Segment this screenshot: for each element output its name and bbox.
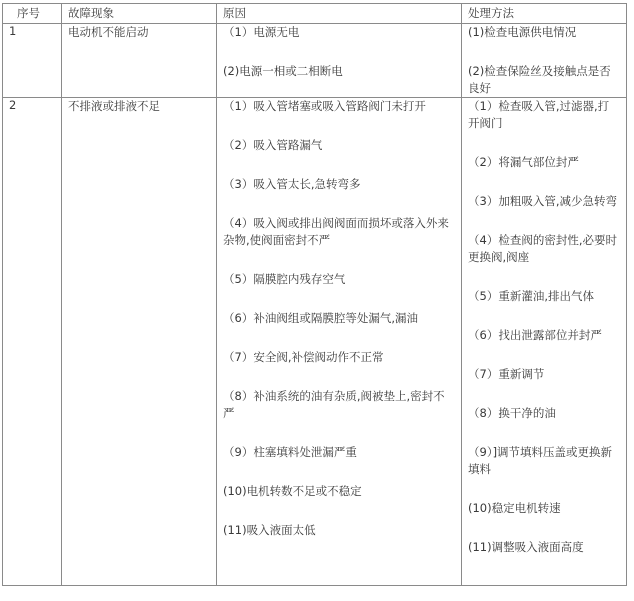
remedy-item: （6）找出泄露部位并封严 (468, 328, 602, 342)
symptom-cell: 电动机不能启动 (62, 24, 217, 98)
remedy-item: (11)调整吸入液面高度 (468, 540, 584, 554)
cause-item: (11)吸入液面太低 (223, 523, 316, 537)
remedy-item: （4）检查阀的密封性,必要时更换阀,阀座 (468, 233, 617, 264)
cause-item: （9）柱塞填料处泄漏严重 (223, 445, 357, 459)
cause-item: (10)电机转数不足或不稳定 (223, 484, 362, 498)
cause-item: （4）吸入阀或排出阀阀面而损坏或落入外来杂物,使阀面密封不严 (223, 216, 449, 247)
remedy-item: （2）将漏气部位封严 (468, 155, 579, 169)
remedy-item: （8）换干净的油 (468, 406, 556, 420)
cause-item: （8）补油系统的油有杂质,阀被垫上,密封不严 (223, 389, 445, 420)
fault-table (2, 3, 627, 586)
cause-item: （1）电源无电 (223, 25, 300, 39)
cause-item: （7）安全阀,补偿阀动作不正常 (223, 350, 384, 364)
header-row (3, 4, 627, 24)
remedy-item: (2)检查保险丝及接触点是否良好 (468, 64, 611, 95)
row-number: 1 (3, 24, 62, 98)
remedy-cell (462, 24, 627, 98)
remedy-item: (1)检查电源供电情况 (468, 25, 577, 39)
remedy-item: （1）检查吸入管,过滤器,打开阀门 (468, 99, 610, 130)
table-row (3, 98, 627, 586)
cause-cell (217, 98, 462, 586)
cause-item: (2)电源一相或二相断电 (223, 64, 343, 78)
header-cause: 原因 (217, 4, 462, 24)
remedy-item: (10)稳定电机转速 (468, 501, 561, 515)
cause-item: （6）补油阀组或隔膜腔等处漏气,漏油 (223, 311, 418, 325)
table-row (3, 24, 627, 98)
cause-item: （3）吸入管太长,急转弯多 (223, 177, 361, 191)
header-no: 序号 (3, 4, 62, 24)
remedy-item: （3）加粗吸入管,减少急转弯 (468, 194, 617, 208)
cause-item: （2）吸入管路漏气 (223, 138, 323, 152)
cause-cell (217, 24, 462, 98)
header-remedy: 处理方法 (462, 4, 627, 24)
remedy-item: （7）重新调节 (468, 367, 545, 381)
symptom-cell: 不排液或排液不足 (62, 98, 217, 586)
row-number: 2 (3, 98, 62, 586)
remedy-item: （5）重新灌油,排出气体 (468, 289, 594, 303)
remedy-item: （9）]调节填料压盖或更换新填料 (468, 445, 613, 476)
cause-item: （5）隔膜腔内残存空气 (223, 272, 346, 286)
cause-item: （1）吸入管堵塞或吸入管路阀门未打开 (223, 99, 426, 113)
header-symptom: 故障现象 (62, 4, 217, 24)
remedy-cell (462, 98, 627, 586)
